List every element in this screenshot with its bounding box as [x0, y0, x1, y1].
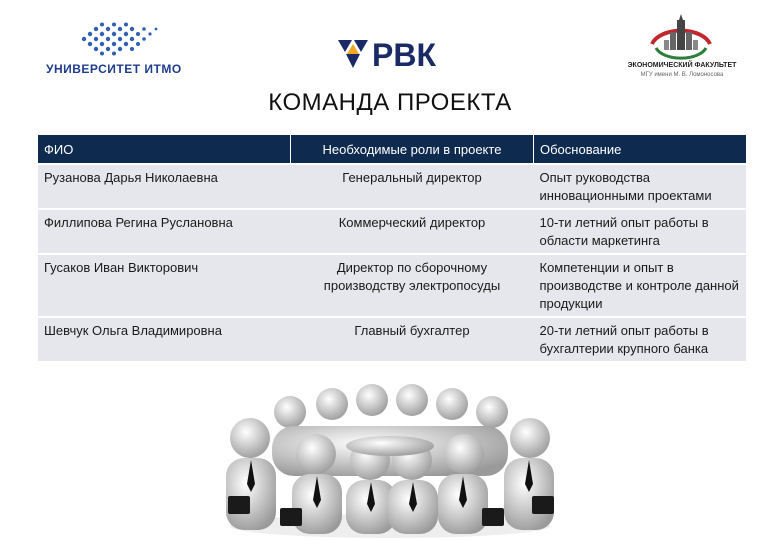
- cell-reason: 10-ти летний опыт работы в области маркетинга: [534, 209, 747, 254]
- cell-role: Главный бухгалтер: [291, 317, 534, 361]
- logo-econ-faculty: [612, 14, 752, 84]
- cell-fio: Рузанова Дарья Николаевна: [38, 164, 291, 209]
- cell-reason: Компетенции и опыт в производстве и контроле данной продукции: [534, 254, 747, 317]
- table-header-row: [38, 135, 746, 164]
- cell-role: Коммерческий директор: [291, 209, 534, 254]
- rvk-mark-icon: [338, 38, 368, 70]
- team-handshake-illustration: [220, 376, 560, 540]
- team-table: [38, 135, 746, 361]
- cell-role: Директор по сборочному производству электропосуды: [291, 254, 534, 317]
- logo-rvk: [338, 36, 468, 76]
- itmo-logo-text: УНИВЕРСИТЕТ ИТМО: [46, 62, 182, 76]
- table-row: [38, 164, 746, 209]
- table-row: [38, 317, 746, 361]
- cell-reason: Опыт руководства инновационными проектами: [534, 164, 747, 209]
- cell-fio: Шевчук Ольга Владимировна: [38, 317, 291, 361]
- msu-building-icon: [646, 14, 716, 60]
- table-row: [38, 209, 746, 254]
- header-reason: Обоснование: [534, 135, 747, 164]
- econ-logo-title: ЭКОНОМИЧЕСКИЙ ФАКУЛЬТЕТ: [627, 62, 737, 69]
- cell-reason: 20-ти летний опыт работы в бухгалтерии крупного банка: [534, 317, 747, 361]
- cell-role: Генеральный директор: [291, 164, 534, 209]
- rvk-logo-text: РВК: [372, 37, 436, 73]
- econ-logo-subtitle: МГУ имени М. В. Ломоносова: [640, 72, 724, 78]
- header-fio: ФИО: [38, 135, 291, 164]
- cell-fio: Гусаков Иван Викторович: [38, 254, 291, 317]
- page-title: КОМАНДА ПРОЕКТА: [268, 89, 512, 116]
- itmo-dots-icon: [80, 22, 160, 56]
- table-row: [38, 254, 746, 317]
- cell-fio: Филлипова Регина Руслановна: [38, 209, 291, 254]
- logo-itmo: [46, 22, 196, 82]
- header-role: Необходимые роли в проекте: [291, 135, 534, 164]
